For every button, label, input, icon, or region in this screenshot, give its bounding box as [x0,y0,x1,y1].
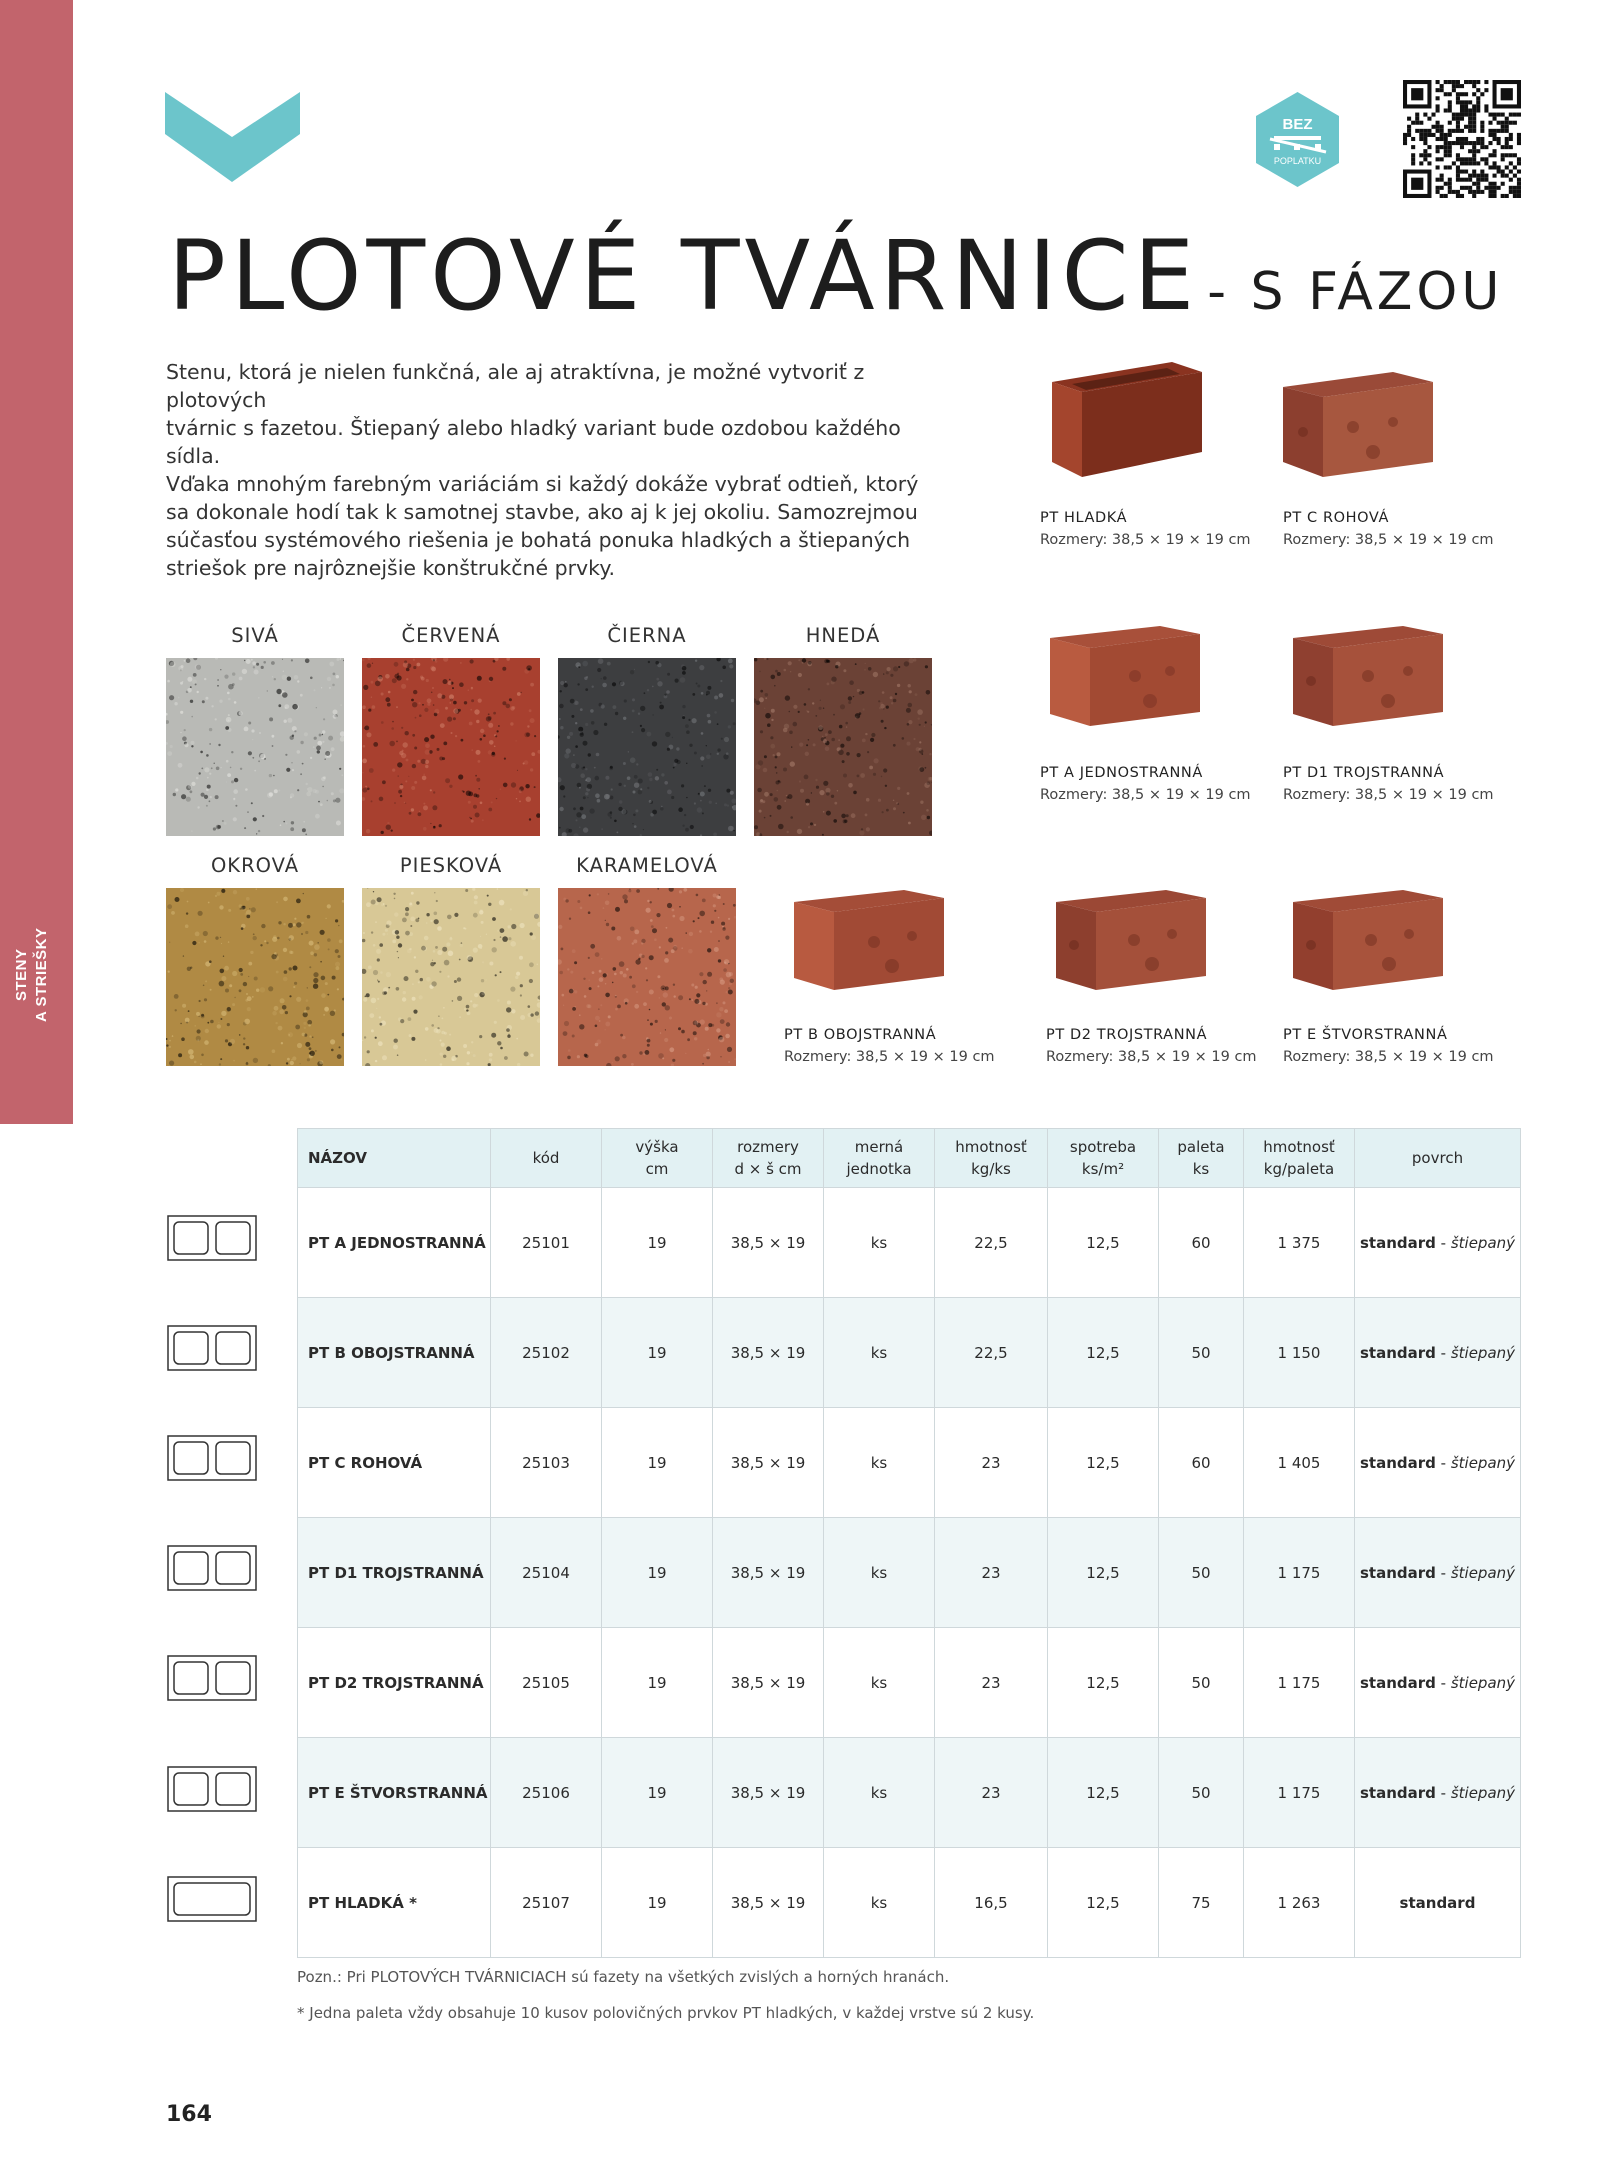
block-threesided-2-image [1056,890,1206,990]
cell-unit: ks [824,1408,935,1518]
cell-name: PT HLADKÁ * [298,1848,491,1958]
table-row [298,1518,1521,1628]
swatch-label-cervena: ČERVENÁ [401,624,501,647]
surface-primary: standard [1359,1563,1436,1582]
col-header-line: cm [645,1160,669,1178]
table-row [298,1628,1521,1738]
product-pt-b-obojstranna[interactable] [784,890,1004,1070]
cell-surface [1355,1848,1521,1958]
block-corner-image [1283,372,1433,477]
product-pt-a-jednostranna[interactable] [1040,626,1260,806]
surface-alternative: štiepaný [1450,1233,1516,1252]
profile-rohova-icon [166,1434,258,1482]
table-row [298,1298,1521,1408]
cell-pallet: 50 [1159,1518,1244,1628]
free-pallet-badge-icon [1250,92,1345,187]
product-pt-c-rohova[interactable] [1283,352,1503,557]
col-header-line: d × š cm [734,1160,802,1178]
surface-alternative: štiepaný [1450,1563,1516,1582]
col-header-line: merná [854,1138,904,1156]
col-header-line: paleta [1177,1138,1225,1156]
surface-alternative: štiepaný [1450,1673,1516,1692]
cell-weight: 22,5 [935,1298,1048,1408]
block-twosided-image [794,890,944,990]
col-header-kod: kód [491,1129,602,1188]
product-name: PT D1 TROJSTRANNÁ [1283,765,1445,781]
swatch-karamelova[interactable] [558,888,736,1066]
page-number: 164 [166,2102,212,2127]
surface-separator: - [1435,1563,1451,1582]
col-header-nazov: NÁZOV [298,1129,491,1188]
cell-dims: 38,5 × 19 [713,1848,824,1958]
table-row [298,1408,1521,1518]
intro-line: striešok pre najrôznejšie konštrukčné prvky. [166,556,616,580]
intro-line: tvárnic s fazetou. Štiepaný alebo hladký variant bude ozdobou každého sídla. [166,416,901,468]
cell-height: 19 [602,1518,713,1628]
product-name: PT A JEDNOSTRANNÁ [1040,765,1203,781]
surface-separator: - [1435,1343,1451,1362]
swatch-label-hneda: HNEDÁ [805,624,881,647]
cell-pallet-weight: 1 175 [1244,1628,1355,1738]
cell-pallet-weight: 1 175 [1244,1518,1355,1628]
cell-name: PT D1 TROJSTRANNÁ [298,1518,491,1628]
intro-text [166,358,926,582]
col-header-line: rozmery [737,1138,799,1156]
block-smooth-image [1052,352,1202,477]
profile-trojstranna-1-icon [166,1544,258,1592]
product-pt-e-stvorstranna[interactable] [1283,890,1503,1070]
cell-weight: 23 [935,1628,1048,1738]
swatch-label-pieskova: PIESKOVÁ [399,854,503,877]
product-pt-d2-trojstranna[interactable] [1046,890,1266,1070]
cell-pallet: 50 [1159,1298,1244,1408]
surface-primary: standard [1399,1893,1476,1912]
product-dims: Rozmery: 38,5 × 19 × 19 cm [1283,1049,1494,1065]
cell-code: 25106 [491,1738,602,1848]
col-header-line: hmotnosť [955,1138,1027,1156]
cell-name: PT C ROHOVÁ [298,1408,491,1518]
cell-pallet: 75 [1159,1848,1244,1958]
surface-alternative: štiepaný [1450,1453,1516,1472]
surface-separator: - [1435,1673,1451,1692]
col-header-line: spotreba [1069,1138,1137,1156]
cell-dims: 38,5 × 19 [713,1408,824,1518]
cell-unit: ks [824,1298,935,1408]
surface-alternative: štiepaný [1450,1343,1516,1362]
title-main: PLOTOVÉ TVÁRNICE [168,220,1200,332]
surface-separator: - [1435,1783,1451,1802]
section-sidebar [0,0,73,1124]
title-sub: - S FÁZOU [1207,262,1504,322]
cell-height: 19 [602,1628,713,1738]
cell-surface [1355,1298,1521,1408]
chevron-logo-icon [165,92,300,182]
cell-weight: 23 [935,1408,1048,1518]
product-name: PT E ŠTVORSTRANNÁ [1283,1027,1448,1043]
profile-jednostranna-icon [166,1214,258,1262]
col-header-vyska [602,1129,713,1188]
cell-height: 19 [602,1738,713,1848]
cell-pallet-weight: 1 263 [1244,1848,1355,1958]
table-footnote: * Jedna paleta vždy obsahuje 10 kusov polovičných prvkov PT hladkých, v každej vrstve sú 2 kusy. [297,2004,1035,2022]
cell-weight: 23 [935,1738,1048,1848]
cell-weight: 16,5 [935,1848,1048,1958]
product-name: PT HLADKÁ [1040,510,1128,526]
col-header-hmotnost [935,1129,1048,1188]
swatch-label-karamelova: KARAMELOVÁ [576,854,718,877]
table-row [298,1188,1521,1298]
cell-code: 25103 [491,1408,602,1518]
cell-pallet-weight: 1 175 [1244,1738,1355,1848]
cell-unit: ks [824,1738,935,1848]
profile-obojstranna-icon [166,1324,258,1372]
cell-usage: 12,5 [1048,1408,1159,1518]
cell-usage: 12,5 [1048,1188,1159,1298]
table-note: Pozn.: Pri PLOTOVÝCH TVÁRNICIACH sú fazety na všetkých zvislých a horných hranách. [297,1968,950,1986]
cell-name: PT E ŠTVORSTRANNÁ [298,1738,491,1848]
cell-height: 19 [602,1188,713,1298]
intro-line: Stenu, ktorá je nielen funkčná, ale aj atraktívna, je možné vytvoriť z plotových [166,360,865,412]
col-header-hmotnost-paleta [1244,1129,1355,1188]
swatch-cierna[interactable] [558,658,736,836]
cell-usage: 12,5 [1048,1628,1159,1738]
product-dims: Rozmery: 38,5 × 19 × 19 cm [1046,1049,1257,1065]
cell-pallet-weight: 1 150 [1244,1298,1355,1408]
cell-pallet-weight: 1 405 [1244,1408,1355,1518]
cell-usage: 12,5 [1048,1848,1159,1958]
cell-pallet: 50 [1159,1738,1244,1848]
cell-surface [1355,1628,1521,1738]
cell-weight: 23 [935,1518,1048,1628]
col-header-line: jednotka [846,1160,912,1178]
product-name: PT B OBOJSTRANNÁ [784,1027,937,1043]
product-name: PT C ROHOVÁ [1283,510,1390,526]
cell-code: 25102 [491,1298,602,1408]
table-row [298,1738,1521,1848]
surface-separator: - [1435,1233,1451,1252]
swatch-cervena[interactable] [362,658,540,836]
col-header-line: kg/ks [971,1160,1011,1178]
sidebar-line-2: A STRIEŠKY [33,927,50,1023]
col-header-paleta [1159,1129,1244,1188]
col-header-rozmery [713,1129,824,1188]
badge-line-2: POPLATKU [1273,156,1322,166]
product-pt-d1-trojstranna[interactable] [1283,626,1503,806]
cell-unit: ks [824,1628,935,1738]
product-name: PT D2 TROJSTRANNÁ [1046,1027,1208,1043]
profile-stvorstranna-icon [166,1765,258,1813]
block-foursided-image [1293,890,1443,990]
intro-line: súčasťou systémového riešenia je bohatá ponuka hladkých a štiepaných [166,528,911,552]
cell-unit: ks [824,1188,935,1298]
qr-code-icon[interactable] [1403,80,1521,198]
cell-pallet: 50 [1159,1628,1244,1738]
cell-unit: ks [824,1848,935,1958]
cell-height: 19 [602,1408,713,1518]
surface-primary: standard [1359,1233,1436,1252]
table-row [298,1848,1521,1958]
profile-trojstranna-2-icon [166,1654,258,1702]
cell-surface [1355,1408,1521,1518]
page-title [168,220,1503,332]
intro-line: sa dokonale hodí tak k samotnej stavbe, ako aj k jej okoliu. Samozrejmou [166,500,918,524]
product-dims: Rozmery: 38,5 × 19 × 19 cm [1040,532,1251,548]
swatch-hneda[interactable] [754,658,932,836]
col-header-line: ks/m² [1081,1160,1125,1178]
col-header-line: výška [635,1138,679,1156]
cell-usage: 12,5 [1048,1738,1159,1848]
cell-height: 19 [602,1848,713,1958]
swatch-pieskova[interactable] [362,888,540,1066]
cell-name: PT B OBOJSTRANNÁ [298,1298,491,1408]
swatch-okrova[interactable] [166,888,344,1066]
swatch-label-okrova: OKROVÁ [210,854,300,877]
block-threesided-image [1293,626,1443,726]
cell-unit: ks [824,1518,935,1628]
col-header-line: ks [1192,1160,1210,1178]
col-header-povrch: povrch [1355,1129,1521,1188]
block-onesided-image [1050,626,1200,726]
product-dims: Rozmery: 38,5 × 19 × 19 cm [1040,787,1251,803]
cell-dims: 38,5 × 19 [713,1628,824,1738]
surface-primary: standard [1359,1673,1436,1692]
sidebar-line-1: STENY [13,948,30,1002]
product-dims: Rozmery: 38,5 × 19 × 19 cm [1283,532,1494,548]
cell-dims: 38,5 × 19 [713,1298,824,1408]
cell-code: 25105 [491,1628,602,1738]
product-spec-table [297,1128,1521,1958]
col-header-merna-jednotka [824,1129,935,1188]
cell-surface [1355,1738,1521,1848]
cell-name: PT D2 TROJSTRANNÁ [298,1628,491,1738]
product-dims: Rozmery: 38,5 × 19 × 19 cm [1283,787,1494,803]
surface-alternative: štiepaný [1450,1783,1516,1802]
cell-dims: 38,5 × 19 [713,1738,824,1848]
cell-pallet: 60 [1159,1188,1244,1298]
surface-primary: standard [1359,1343,1436,1362]
cell-height: 19 [602,1298,713,1408]
cell-surface [1355,1518,1521,1628]
cell-weight: 22,5 [935,1188,1048,1298]
badge-line-1: BEZ [1282,116,1313,133]
intro-line: Vďaka mnohým farebným variáciám si každý dokáže vybrať odtieň, ktorý [166,472,919,496]
swatch-siva[interactable] [166,658,344,836]
cell-surface [1355,1188,1521,1298]
cell-pallet: 60 [1159,1408,1244,1518]
profile-hladka-icon [166,1875,258,1923]
sidebar-label [12,915,62,1035]
cell-code: 25104 [491,1518,602,1628]
col-header-line: kg/paleta [1263,1160,1335,1178]
swatch-label-cierna: ČIERNA [607,624,687,647]
surface-separator: - [1435,1453,1451,1472]
swatch-label-siva: SIVÁ [231,624,279,647]
cell-dims: 38,5 × 19 [713,1518,824,1628]
cell-name: PT A JEDNOSTRANNÁ [298,1188,491,1298]
surface-primary: standard [1359,1783,1436,1802]
surface-primary: standard [1359,1453,1436,1472]
cell-usage: 12,5 [1048,1518,1159,1628]
col-header-spotreba [1048,1129,1159,1188]
col-header-line: hmotnosť [1263,1138,1335,1156]
product-pt-hladka[interactable] [1040,352,1260,557]
cell-code: 25107 [491,1848,602,1958]
cell-dims: 38,5 × 19 [713,1188,824,1298]
cell-usage: 12,5 [1048,1298,1159,1408]
cell-code: 25101 [491,1188,602,1298]
cell-pallet-weight: 1 375 [1244,1188,1355,1298]
table-header-row [298,1129,1521,1188]
product-dims: Rozmery: 38,5 × 19 × 19 cm [784,1049,995,1065]
